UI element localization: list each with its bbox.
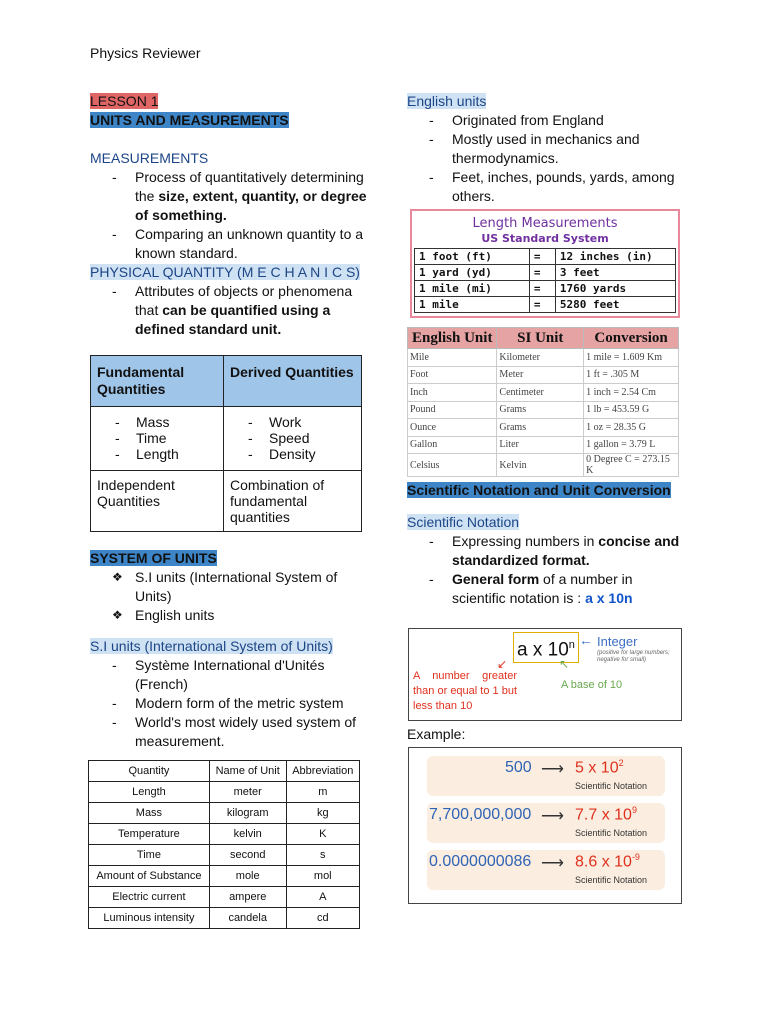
- english-section: [407, 92, 682, 206]
- list-item: ❖ English units: [90, 606, 370, 625]
- list-item: - Feet, inches, pounds, yards, among others.: [407, 168, 682, 206]
- english-list: [407, 111, 682, 206]
- list-item: - Length: [91, 446, 223, 462]
- physical-quantity-heading: PHYSICAL QUANTITY (M E C H A N I C S): [90, 264, 360, 280]
- example-row: 7,700,000,000 ⟶ 7.7 x $10^9$ Scientific Notation: [427, 803, 665, 843]
- si-col-header: Abbreviation: [286, 761, 359, 782]
- si-col-header: Quantity: [89, 761, 210, 782]
- page-header: Physics Reviewer: [90, 45, 201, 61]
- sn-heading: Scientific Notation: [407, 514, 520, 530]
- example-row: 0.0000000086 ⟶ 8.6 x $10^{-9}$ Scientific Notation: [427, 850, 665, 890]
- physical-list: [90, 282, 370, 339]
- arrow-green-icon: ↖: [559, 657, 570, 671]
- list-item: - Mostly used in mechanics and thermodynamics.: [407, 130, 682, 168]
- fundamental-header: Fundamental Quantities: [91, 356, 224, 407]
- english-heading: English units: [407, 93, 487, 109]
- list-item: - Process of quantitatively determining the size, extent, quantity, or degree of something.: [90, 168, 370, 225]
- si-list: [90, 656, 370, 751]
- derived-header: Derived Quantities: [224, 356, 362, 407]
- list-item: - Comparing an unknown quantity to a known standard.: [90, 225, 370, 263]
- arrow-red-icon: ↙: [497, 657, 508, 671]
- example-label: Example:: [407, 726, 466, 742]
- quantities-table: [90, 355, 362, 532]
- list-item: - Système International d'Unités (French): [90, 656, 370, 694]
- arrow-right-icon: ⟶: [541, 761, 564, 778]
- arrow-right-icon: ⟶: [541, 808, 564, 825]
- conv-col-header: English Unit: [408, 328, 497, 349]
- length-subtitle: US Standard System: [481, 232, 609, 245]
- system-list: [90, 568, 370, 625]
- system-section: [90, 549, 370, 751]
- system-heading: SYSTEM OF UNITS: [90, 550, 217, 566]
- measurements-list: [90, 168, 370, 263]
- table-row: 1 mile (mi) = 1760 yards: [415, 281, 676, 297]
- arrow-left-icon: ←: [579, 632, 593, 648]
- scientific-section: [407, 481, 687, 608]
- list-item: - Density: [224, 446, 361, 462]
- table-row: Time second s: [89, 845, 360, 866]
- a-label: A number greater than or equal to 1 but less than 10: [413, 670, 517, 712]
- table-row: Gallon Liter 1 gallon = 3.79 L: [408, 436, 679, 454]
- si-units-table: [88, 760, 360, 929]
- topic-title: UNITS AND MEASUREMENTS: [90, 112, 289, 128]
- sn-section-heading: Scientific Notation and Unit Conversion: [407, 482, 671, 498]
- example-row: 500 ⟶ 5 x $10^2$ Scientific Notation: [427, 756, 665, 796]
- arrow-right-icon: ⟶: [541, 855, 564, 872]
- table-row: Mile Kilometer 1 mile = 1.609 Km: [408, 349, 679, 367]
- list-item: - Work: [224, 414, 361, 430]
- conv-col-header: Conversion: [584, 328, 679, 349]
- list-item: - Time: [91, 430, 223, 446]
- list-item: - Originated from England: [407, 111, 682, 130]
- table-row: Celsius Kelvin 0 Degree C = 273.15 K: [408, 454, 679, 477]
- measurements-heading: MEASUREMENTS: [90, 150, 209, 166]
- sn-list: [407, 532, 687, 608]
- left-column: [90, 92, 370, 339]
- conv-col-header: SI Unit: [497, 328, 584, 349]
- table-row: Foot Meter 1 ft = .305 M: [408, 366, 679, 384]
- integer-label: Integer: [597, 634, 638, 649]
- si-col-header: Name of Unit: [209, 761, 286, 782]
- table-row: 1 foot (ft) = 12 inches (in): [415, 249, 676, 265]
- table-row: Length meter m: [89, 782, 360, 803]
- table-row: Ounce Grams 1 oz = 28.35 G: [408, 419, 679, 437]
- integer-note: (positive for large numbers; negative for small): [597, 650, 670, 663]
- list-item: - Mass: [91, 414, 223, 430]
- table-row: Inch Centimeter 1 inch = 2.54 Cm: [408, 384, 679, 402]
- sn-diagram: [408, 628, 682, 721]
- sn-formula: a x 10$^n$: [513, 632, 579, 663]
- list-item: - Attributes of objects or phenomena that can be quantified using a defined standard unit.: [90, 282, 370, 339]
- list-item: - Modern form of the metric system: [90, 694, 370, 713]
- derived-desc: Combination of fundamental quantities: [224, 471, 362, 532]
- derived-list: [224, 414, 361, 462]
- table-row: Amount of Substance mole mol: [89, 866, 360, 887]
- table-row: Electric current ampere A: [89, 887, 360, 908]
- list-item: - General form of a number in scientific notation is : a x 10n: [407, 570, 687, 608]
- table-row: Mass kilogram kg: [89, 803, 360, 824]
- table-row: Pound Grams 1 lb = 453.59 G: [408, 401, 679, 419]
- table-row: 1 yard (yd) = 3 feet: [415, 265, 676, 281]
- conversion-table: [407, 327, 679, 477]
- table-row: 1 mile = 5280 feet: [415, 297, 676, 313]
- list-item: - Speed: [224, 430, 361, 446]
- base-label: A base of 10: [561, 679, 623, 691]
- si-heading: S.I units (International System of Units): [90, 638, 333, 654]
- length-table: [414, 248, 676, 313]
- examples-figure: [408, 747, 682, 904]
- fundamental-list: [91, 414, 223, 462]
- table-row: Luminous intensity candela cd: [89, 908, 360, 929]
- list-item: - Expressing numbers in concise and standardized format.: [407, 532, 687, 570]
- table-row: Temperature kelvin K: [89, 824, 360, 845]
- lesson-label: LESSON 1: [90, 93, 159, 109]
- length-title: Length Measurements: [472, 216, 618, 231]
- length-measurements-figure: [410, 209, 680, 318]
- list-item: ❖ S.I units (International System of Units): [90, 568, 370, 606]
- list-item: - World's most widely used system of measurement.: [90, 713, 370, 751]
- fundamental-desc: Independent Quantities: [91, 471, 224, 532]
